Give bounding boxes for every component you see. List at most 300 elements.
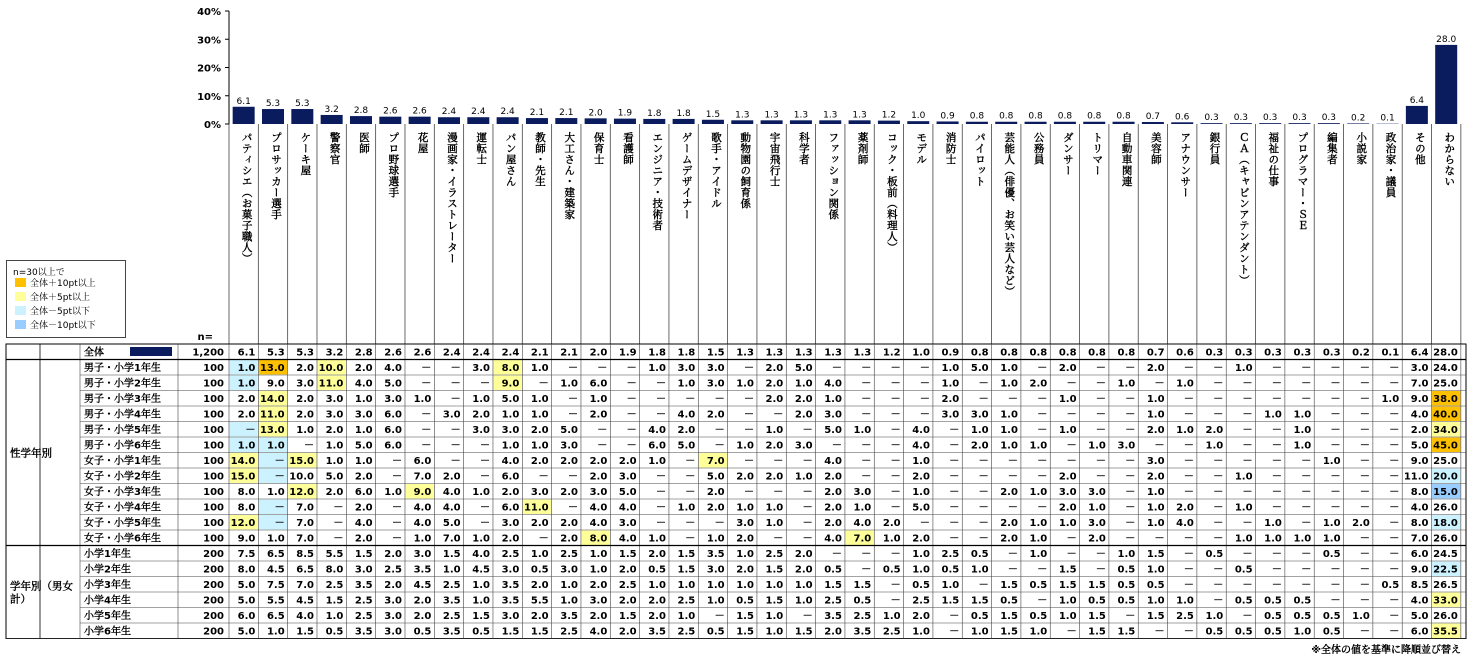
table-cell: 10.0 — [289, 472, 314, 483]
table-cell: 2.0 — [795, 549, 813, 560]
table-cell: 2.0 — [648, 549, 666, 560]
table-cell: 1.0 — [1235, 503, 1253, 514]
bar-value-label: 0.3 — [1322, 113, 1336, 123]
table-cell: － — [861, 549, 871, 560]
table-cell: － — [656, 472, 666, 483]
table-cell: － — [891, 425, 901, 436]
category-label: コック・板前（料理人） — [886, 132, 898, 253]
table-cell: － — [627, 441, 637, 452]
table-cell: 3.0 — [619, 518, 637, 529]
table-cell: 5.0 — [824, 425, 842, 436]
table-cell: － — [539, 379, 549, 390]
table-cell: 1.0 — [736, 549, 754, 560]
bar — [702, 120, 724, 124]
table-cell: － — [1184, 472, 1194, 483]
table-cell: 1.5 — [1000, 611, 1018, 622]
table-cell: － — [1096, 410, 1106, 421]
table-cell: 0.8 — [1118, 348, 1136, 359]
table-cell: 0.8 — [1000, 348, 1018, 359]
table-cell: 3.5 — [824, 611, 842, 622]
category-label: アナウンサー — [1179, 132, 1191, 198]
table-cell: 5.0 — [1411, 441, 1429, 452]
table-cell: 2.0 — [414, 611, 432, 622]
table-cell: 1.0 — [1147, 596, 1165, 607]
table-cell: 2.0 — [1000, 518, 1018, 529]
table-cell: － — [803, 534, 813, 545]
table-cell: － — [773, 534, 783, 545]
table-cell: 3.0 — [707, 565, 725, 576]
table-cell: 2.5 — [766, 549, 784, 560]
table-cell: 15.0 — [1433, 487, 1458, 498]
table-cell: － — [1037, 363, 1047, 374]
category-label: パティシエ（お菓子職人） — [241, 132, 253, 264]
table-cell: 1.5 — [1147, 611, 1165, 622]
table-cell: － — [1389, 565, 1399, 576]
legend-swatch-icon — [15, 292, 26, 301]
table-cell: 1.0 — [1030, 549, 1048, 560]
table-cell: 1.0 — [1088, 503, 1106, 514]
table-cell: 40.0 — [1433, 410, 1458, 421]
table-cell: 2.0 — [1352, 518, 1370, 529]
table-cell: 1.0 — [1118, 379, 1136, 390]
table-cell: 3.0 — [472, 363, 490, 374]
table-cell: 2.0 — [766, 363, 784, 374]
table-cell: － — [1067, 549, 1077, 560]
table-cell: 2.0 — [766, 394, 784, 405]
table-cell: 0.8 — [1088, 348, 1106, 359]
table-cell: － — [1389, 410, 1399, 421]
table-cell: － — [1243, 611, 1253, 622]
table-cell: 2.5 — [326, 580, 344, 591]
table-cell: － — [1067, 379, 1077, 390]
bar-value-label: 0.1 — [1380, 114, 1394, 124]
row-label: 男子・小学2年生 — [84, 377, 161, 390]
table-cell: － — [1213, 534, 1223, 545]
table-cell: － — [1008, 472, 1018, 483]
y-tick-label: 40% — [197, 7, 221, 18]
table-cell: 1.0 — [1293, 441, 1311, 452]
table-cell: － — [1301, 472, 1311, 483]
table-cell: 0.6 — [1176, 348, 1194, 359]
table-cell: 6.0 — [384, 441, 402, 452]
legend-item-plus10 — [15, 278, 96, 290]
table-cell: 0.5 — [1000, 596, 1018, 607]
table-cell: 0.5 — [1235, 596, 1253, 607]
table-cell: － — [1184, 394, 1194, 405]
table-cell: － — [1272, 580, 1282, 591]
bar-value-label: 0.6 — [1175, 112, 1190, 122]
table-cell: － — [1301, 379, 1311, 390]
table-cell: － — [1360, 379, 1370, 390]
bar-value-label: 1.0 — [911, 111, 926, 121]
table-cell: － — [656, 518, 666, 529]
table-cell: － — [803, 518, 813, 529]
table-cell: － — [451, 394, 461, 405]
table-cell: 1.0 — [1088, 441, 1106, 452]
table-cell: 1.0 — [414, 394, 432, 405]
table-cell: 1.5 — [531, 627, 549, 638]
legend-item-minus5 — [15, 306, 90, 318]
table-cell: 11.0 — [524, 503, 549, 514]
table-cell: 1.3 — [854, 348, 872, 359]
table-cell: 0.3 — [1323, 348, 1341, 359]
table-cell: － — [1067, 441, 1077, 452]
table-cell: 9.0 — [502, 379, 520, 390]
table-cell: 1.0 — [971, 425, 989, 436]
legend-label: 全体＋10pt以上 — [30, 279, 96, 289]
bar — [673, 119, 695, 124]
table-cell: － — [1243, 410, 1253, 421]
table-cell: － — [891, 456, 901, 467]
table-cell: 0.5 — [971, 611, 989, 622]
table-cell: － — [597, 441, 607, 452]
overall-swatch-icon — [130, 347, 172, 356]
table-cell: － — [685, 456, 695, 467]
table-cell: 26.5 — [1433, 580, 1458, 591]
table-cell: 1.0 — [942, 580, 960, 591]
table-cell: 2.0 — [1147, 363, 1165, 374]
table-cell: 2.6 — [384, 348, 402, 359]
table-cell: 2.0 — [619, 565, 637, 576]
table-cell: － — [1096, 394, 1106, 405]
table-cell: 6.1 — [238, 348, 256, 359]
table-cell: 0.5 — [854, 596, 872, 607]
bar — [907, 121, 929, 124]
table-cell: 1.0 — [942, 379, 960, 390]
table-cell: － — [1360, 425, 1370, 436]
table-cell: 1.5 — [619, 549, 637, 560]
table-cell: － — [979, 503, 989, 514]
table-cell: － — [1213, 410, 1223, 421]
category-label: わからない — [1443, 132, 1455, 187]
table-cell: 3.0 — [502, 611, 520, 622]
table-cell: － — [920, 410, 930, 421]
table-cell: 6.0 — [384, 410, 402, 421]
table-cell: 2.5 — [443, 611, 461, 622]
table-cell: － — [1037, 503, 1047, 514]
table-cell: － — [392, 456, 402, 467]
table-cell: － — [861, 394, 871, 405]
table-cell: － — [891, 580, 901, 591]
table-cell: 3.0 — [971, 410, 989, 421]
table-cell: － — [392, 503, 402, 514]
table-cell: 2.5 — [502, 549, 520, 560]
table-cell: － — [1389, 503, 1399, 514]
table-cell: － — [480, 472, 490, 483]
category-label: 銀行員 — [1209, 131, 1221, 165]
table-cell: 1.0 — [1147, 394, 1165, 405]
table-cell: 4.0 — [1176, 518, 1194, 529]
table-cell: 4.5 — [472, 565, 490, 576]
row-label: 小学4年生 — [84, 594, 131, 607]
table-cell: 2.0 — [590, 611, 608, 622]
category-label: 花屋 — [417, 131, 429, 154]
table-cell: － — [979, 379, 989, 390]
table-cell: 1.0 — [560, 596, 578, 607]
table-cell: 1.0 — [355, 456, 373, 467]
bar — [497, 117, 519, 124]
table-cell: 3.0 — [1118, 441, 1136, 452]
table-cell: 1.0 — [1147, 565, 1165, 576]
table-cell: 6.0 — [355, 487, 373, 498]
table-cell: 1.5 — [472, 611, 490, 622]
table-cell: 5.0 — [443, 518, 461, 529]
table-cell: － — [480, 456, 490, 467]
bar — [1201, 123, 1223, 124]
table-cell: 0.5 — [824, 565, 842, 576]
table-cell: 0.5 — [883, 565, 901, 576]
table-cell: 15.0 — [231, 472, 256, 483]
table-cell: － — [715, 518, 725, 529]
table-cell: 5.0 — [355, 441, 373, 452]
table-cell: 3.5 — [414, 565, 432, 576]
legend-title: n=30以上で — [13, 265, 65, 278]
table-cell: － — [1243, 425, 1253, 436]
table-cell: 4.5 — [267, 565, 285, 576]
table-cell: 2.0 — [502, 534, 520, 545]
table-cell: 1.0 — [590, 565, 608, 576]
table-cell: 0.5 — [648, 565, 666, 576]
table-cell: － — [1331, 379, 1341, 390]
table-cell: － — [1389, 441, 1399, 452]
table-cell: － — [1037, 565, 1047, 576]
table-cell: 1.0 — [707, 534, 725, 545]
row-n: 1,200 — [192, 348, 224, 359]
table-cell: 1.0 — [971, 565, 989, 576]
table-cell: 2.5 — [560, 627, 578, 638]
table-cell: 2.0 — [619, 456, 637, 467]
bar-value-label: 1.2 — [882, 111, 896, 121]
table-cell: － — [949, 456, 959, 467]
table-cell: 6.4 — [1411, 348, 1429, 359]
table-cell: 1.0 — [1323, 534, 1341, 545]
table-cell: 0.5 — [942, 565, 960, 576]
table-cell: 1.3 — [795, 348, 813, 359]
table-cell: 5.0 — [238, 596, 256, 607]
table-cell: 2.0 — [355, 363, 373, 374]
table-cell: 1.0 — [1176, 596, 1194, 607]
table-cell: 3.5 — [443, 627, 461, 638]
bar-value-label: 1.3 — [852, 110, 866, 120]
table-cell: － — [1184, 534, 1194, 545]
table-cell: 1.0 — [795, 596, 813, 607]
row-label: 男子・小学3年生 — [84, 392, 161, 405]
table-cell: 0.5 — [1293, 611, 1311, 622]
bar-value-label: 0.8 — [999, 112, 1014, 122]
table-cell: 1.0 — [472, 487, 490, 498]
table-cell: － — [1360, 596, 1370, 607]
table-cell: 1.0 — [1030, 534, 1048, 545]
table-cell: － — [656, 394, 666, 405]
table-cell: 2.1 — [531, 348, 549, 359]
table-cell: 1.0 — [1176, 425, 1194, 436]
table-cell: 2.5 — [355, 611, 373, 622]
table-cell: 3.0 — [590, 596, 608, 607]
category-label: 教師・先生 — [534, 131, 546, 187]
table-cell: 8.0 — [238, 565, 256, 576]
table-cell: － — [891, 394, 901, 405]
table-cell: － — [392, 472, 402, 483]
table-cell: － — [451, 425, 461, 436]
table-cell: － — [979, 487, 989, 498]
table-cell: － — [1067, 410, 1077, 421]
table-cell: － — [1184, 456, 1194, 467]
table-cell: 5.0 — [619, 487, 637, 498]
table-cell: 1.0 — [766, 425, 784, 436]
table-cell: 4.0 — [824, 456, 842, 467]
table-cell: 2.5 — [854, 611, 872, 622]
table-cell: 1.0 — [795, 472, 813, 483]
table-cell: 1.5 — [736, 627, 754, 638]
table-cell: 1.5 — [1088, 611, 1106, 622]
table-cell: 1.0 — [971, 627, 989, 638]
table-cell: 4.0 — [414, 518, 432, 529]
table-cell: － — [568, 503, 578, 514]
table-cell: 1.2 — [883, 348, 901, 359]
table-cell: － — [333, 518, 343, 529]
category-label: 漫画家・イラストレーター — [446, 131, 458, 264]
row-n: 200 — [203, 565, 224, 576]
table-cell: 1.0 — [326, 611, 344, 622]
bar-value-label: 0.3 — [1204, 113, 1218, 123]
row-label: 小学3年生 — [84, 578, 131, 591]
table-cell: 2.5 — [619, 580, 637, 591]
table-cell: 3.0 — [384, 611, 402, 622]
table-cell: 3.5 — [707, 549, 725, 560]
legend-label: 全体－5pt以下 — [30, 307, 90, 317]
table-cell: － — [744, 363, 754, 374]
row-label: 男子・小学4年生 — [84, 408, 161, 421]
table-cell: － — [685, 394, 695, 405]
table-cell: － — [1360, 565, 1370, 576]
bar-value-label: 5.3 — [295, 99, 309, 109]
table-cell: － — [1243, 441, 1253, 452]
table-cell: 4.0 — [502, 456, 520, 467]
table-cell: － — [803, 611, 813, 622]
table-cell: － — [1243, 487, 1253, 498]
category-label: プロサッカー選手 — [270, 131, 282, 220]
table-cell: － — [627, 379, 637, 390]
table-cell: 3.0 — [472, 425, 490, 436]
bar — [555, 118, 577, 124]
table-cell: 0.5 — [736, 596, 754, 607]
table-cell: － — [949, 518, 959, 529]
table-cell: 1.0 — [678, 503, 696, 514]
table-cell: 1.0 — [238, 379, 256, 390]
table-cell: － — [891, 472, 901, 483]
table-cell: － — [1096, 456, 1106, 467]
table-cell: 7.5 — [238, 549, 256, 560]
table-cell: 2.0 — [531, 518, 549, 529]
table-cell: 8.5 — [1411, 580, 1429, 591]
table-cell: 1.0 — [1147, 487, 1165, 498]
table-cell: 5.0 — [326, 472, 344, 483]
table-cell: 1.0 — [766, 518, 784, 529]
table-cell: 0.5 — [1381, 580, 1399, 591]
table-cell: 33.0 — [1433, 596, 1458, 607]
table-cell: － — [861, 472, 871, 483]
group-label: 性学年別 — [10, 447, 52, 460]
table-cell: 1.0 — [1293, 627, 1311, 638]
table-cell: 2.0 — [355, 503, 373, 514]
table-cell: － — [1331, 425, 1341, 436]
table-cell: 7.0 — [443, 534, 461, 545]
legend-swatch-icon — [15, 320, 26, 329]
table-cell: － — [1243, 456, 1253, 467]
table-cell: 1.0 — [1323, 518, 1341, 529]
table-cell: 4.0 — [443, 487, 461, 498]
table-cell: 6.5 — [267, 611, 285, 622]
table-cell: 1.0 — [883, 611, 901, 622]
category-label: 動物園の飼育係 — [739, 131, 751, 209]
bar-value-label: 2.6 — [383, 107, 398, 117]
table-cell: － — [979, 534, 989, 545]
table-cell: － — [568, 394, 578, 405]
table-cell: 3.0 — [414, 549, 432, 560]
table-cell: 1.0 — [795, 580, 813, 591]
table-cell: － — [1272, 425, 1282, 436]
bar — [878, 121, 900, 124]
bar — [937, 121, 959, 124]
table-cell: 1.5 — [1000, 627, 1018, 638]
table-cell: 5.0 — [502, 394, 520, 405]
bar-value-label: 2.6 — [412, 107, 427, 117]
table-cell: 3.5 — [648, 627, 666, 638]
table-cell: 0.3 — [1264, 348, 1282, 359]
table-cell: 0.8 — [1030, 348, 1048, 359]
table-cell: 0.5 — [912, 580, 930, 591]
table-cell: 8.0 — [238, 487, 256, 498]
table-cell: 1.0 — [590, 394, 608, 405]
table-cell: 1.0 — [648, 580, 666, 591]
bar-value-label: 1.3 — [794, 110, 808, 120]
table-cell: 3.0 — [1059, 487, 1077, 498]
table-cell: － — [1360, 394, 1370, 405]
table-cell: 0.5 — [531, 565, 549, 576]
table-cell: － — [861, 363, 871, 374]
bar — [1318, 123, 1340, 124]
table-cell: 2.0 — [238, 394, 256, 405]
bar-value-label: 0.7 — [1146, 112, 1160, 122]
table-cell: 2.0 — [824, 627, 842, 638]
table-cell: 45.0 — [1433, 441, 1458, 452]
table-cell: 1.0 — [1323, 456, 1341, 467]
table-cell: 0.5 — [1088, 596, 1106, 607]
table-cell: － — [715, 394, 725, 405]
table-cell: 6.0 — [1411, 549, 1429, 560]
table-cell: 3.0 — [355, 410, 373, 421]
table-cell: 11.0 — [260, 410, 285, 421]
table-cell: 0.5 — [1118, 596, 1136, 607]
table-cell: 1.0 — [648, 363, 666, 374]
bar-value-label: 1.3 — [735, 110, 749, 120]
table-cell: 2.0 — [619, 596, 637, 607]
table-cell: 0.5 — [1323, 549, 1341, 560]
table-cell: 6.5 — [267, 549, 285, 560]
table-cell: 5.5 — [326, 549, 344, 560]
table-cell: 4.0 — [648, 425, 666, 436]
bar — [233, 107, 255, 124]
table-cell: 5.3 — [267, 348, 285, 359]
table-cell: 3.5 — [854, 627, 872, 638]
table-cell: 2.0 — [1411, 425, 1429, 436]
row-n: 100 — [203, 394, 224, 405]
table-cell: － — [744, 487, 754, 498]
table-cell: 1.0 — [678, 580, 696, 591]
row-label: 小学1年生 — [84, 547, 131, 560]
table-cell: 11.0 — [319, 379, 344, 390]
bar — [409, 117, 431, 124]
